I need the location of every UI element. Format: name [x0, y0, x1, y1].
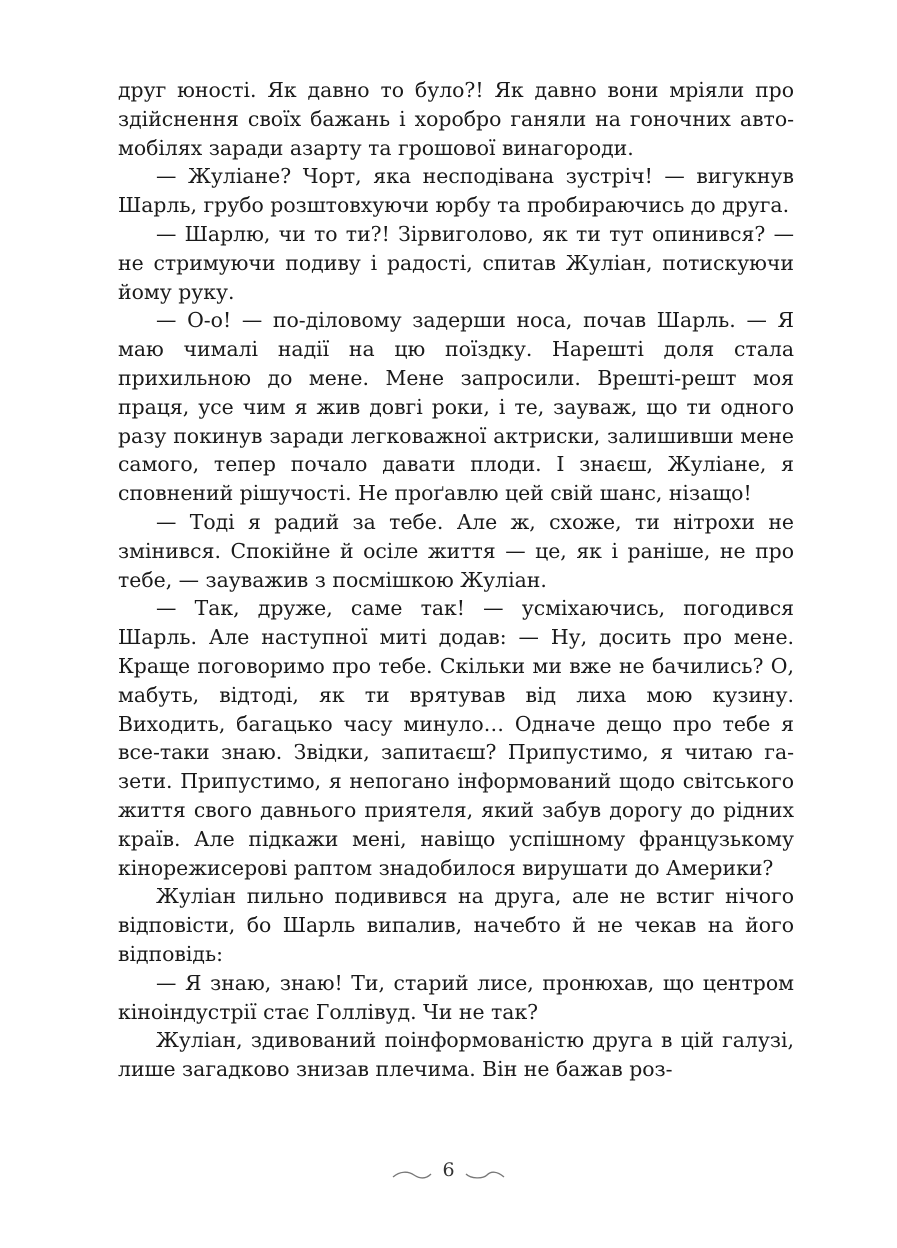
page-body [118, 76, 794, 1084]
page-footer [0, 1155, 897, 1185]
paragraph: — О-о! — по-діловому задерши носа, почав Шарль. — Я маю чималі надії на цю поїздку. Нарешті доля стала прихильною до мене. Мене запросили. Врешті-решт моя праця, усе чим я жив довгі роки, і те, зауваж, що ти одного разу покинув заради легковажної актриски, залишивши мене самого, тепер почало давати плоди. І знаєш, Жуліане, я сповнений рішучості. Не проґавлю цей свій шанс, нізащо! [118, 308, 794, 506]
paragraph: друг юності. Як давно то було?! Як давно вони мріяли про здійснення своїх бажань і хоробро ганяли на гоночних автомобілях заради азарту та грошової винагороди. [118, 78, 794, 160]
paragraph: Жуліан пильно подивився на друга, але не встиг нічого відповісти, бо Шарль випалив, начебто й не чекав на його відповідь: [118, 884, 794, 966]
paragraph: Жуліан, здивований поінформованістю друга в цій галузі, лише загадково знизав плечима. Він не бажав роз- [118, 1028, 794, 1082]
swash-ornament-icon [465, 1164, 505, 1176]
paragraph: — Я знаю, знаю! Ти, старий лисе, пронюхав, що центром кіноіндустрії стає Голлівуд. Чи не так? [118, 970, 794, 1024]
page-number: 6 [442, 1159, 455, 1181]
paragraph: — Шарлю, чи то ти?! Зірвиголово, як ти тут опинився? — не стримуючи подиву і радості, спитав Жуліан, потискуючи йому руку. [118, 221, 794, 304]
paragraph: — Жуліане? Чорт, яка несподівана зустріч! — вигукнув Шарль, грубо розштовхуючи юрбу та пробираючись до друга. [118, 164, 794, 218]
paragraph: — Тоді я радий за тебе. Але ж, схоже, ти нітрохи не змінився. Спокійне й осіле життя — це, як і раніше, не про тебе, — зауважив з посмішкою Жуліан. [118, 509, 794, 592]
swash-ornament-icon [392, 1164, 432, 1176]
paragraph: — Так, друже, саме так! — усміхаючись, погодився Шарль. Але наступної миті додав: — Ну, досить про мене. Краще поговоримо про тебе. Скільки ми вже не бачились? О, мабуть, відтоді, як ти врятував від лиха мою кузину. Виходить, багацько часу минуло… Одначе дещо про тебе я все-таки знаю. Звідки, запитаєш? Припустимо, я читаю газети. Припустимо, я непогано інформований щодо світського життя свого давнього приятеля, який забув дорогу до рідних країв. Але підкажи мені, навіщо успішному французькому кінорежисерові раптом знадобилося вирушати до Америки? [118, 596, 794, 880]
